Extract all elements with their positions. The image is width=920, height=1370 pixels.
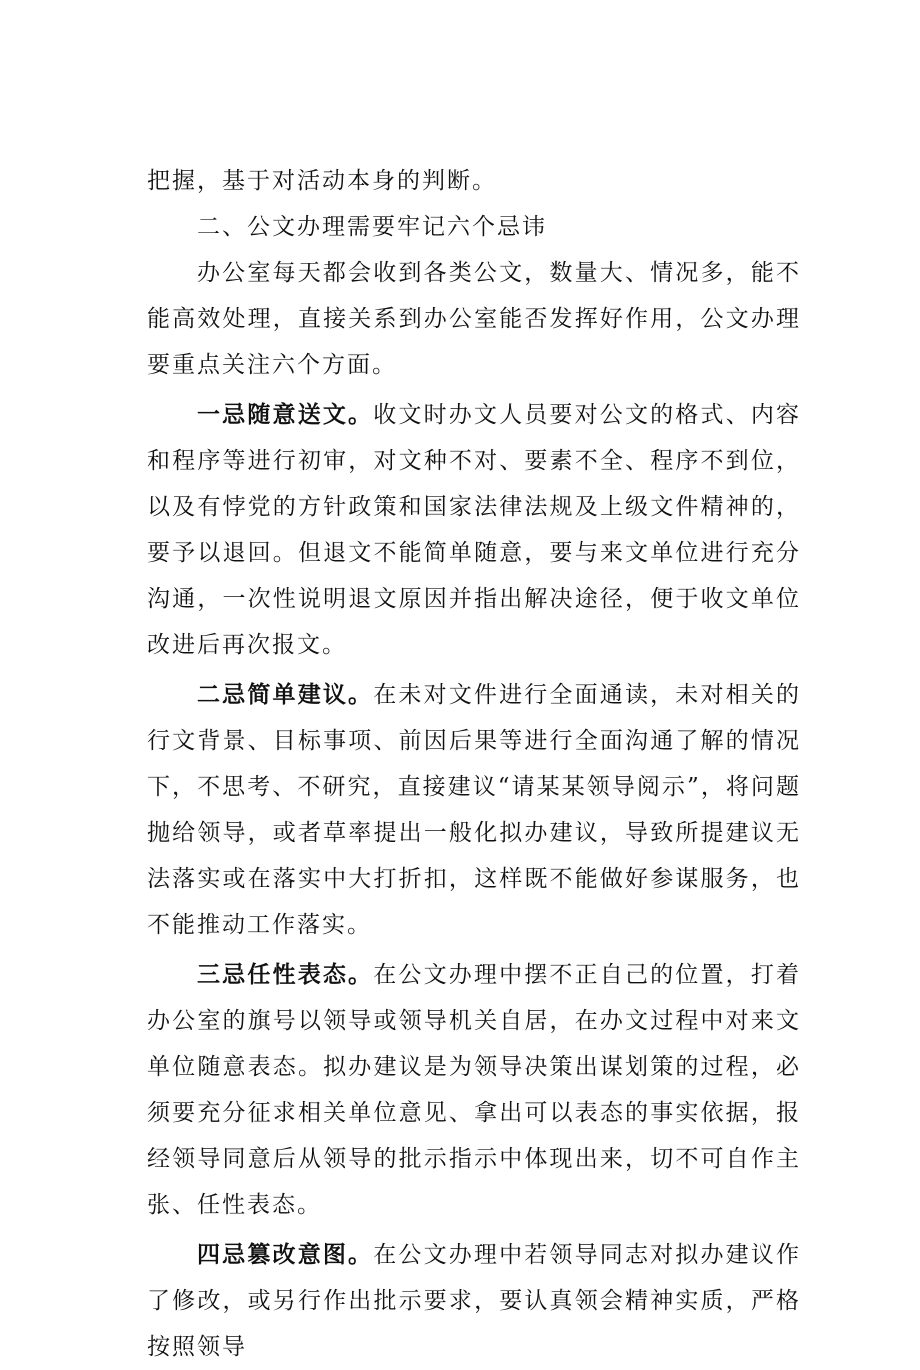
item-paragraph-1 <box>147 392 801 668</box>
item-paragraph-4 <box>147 1232 801 1370</box>
item-body-1: 收文时办文人员要对公文的格式、内容和程序等进行初审，对文种不对、要素不全、程序不到位，以及有悖党的方针政策和国家法律法规及上级文件精神的，要予以退回。但退文不能简单随意，要与来文单位进行充分沟通，一次性说明退文原因并指出解决途径，便于收文单位改进后再次报文。 <box>147 402 802 658</box>
item-body-2: 在未对文件进行全面通读，未对相关的行文背景、目标事项、前因后果等进行全面沟通了解的情况下，不思考、不研究，直接建议“请某某领导阅示”，将问题抛给领导，或者草率提出一般化拟办建议，导致所提建议无法落实或在落实中大打折扣，这样既不能做好参谋服务，也不能推动工作落实。 <box>147 682 802 938</box>
item-lead-3: 三忌任性表态。 <box>197 962 374 988</box>
item-body-4: 在公文办理中若领导同志对拟办建议作了修改，或另行作出批示要求，要认真领会精神实质，严格按照领导 <box>147 1242 802 1360</box>
item-lead-1: 一忌随意送文。 <box>197 402 374 428</box>
item-body-3: 在公文办理中摆不正自己的位置，打着办公室的旗号以领导或领导机关自居，在办文过程中对来文单位随意表态。拟办建议是为领导决策出谋划策的过程，必须要充分征求相关单位意见、拿出可以表态的事实依据，报经领导同意后从领导的批示指示中体现出来，切不可自作主张、任性表态。 <box>147 962 802 1218</box>
continuation-paragraph: 把握，基于对活动本身的判断。 <box>147 168 497 194</box>
intro-paragraph: 办公室每天都会收到各类公文，数量大、情况多，能不能高效处理，直接关系到办公室能否发挥好作用，公文办理要重点关注六个方面。 <box>147 260 801 378</box>
item-paragraph-2 <box>147 672 801 948</box>
item-lead-2: 二忌简单建议。 <box>197 682 374 708</box>
document-body <box>147 158 801 1370</box>
item-lead-4: 四忌篡改意图。 <box>197 1242 374 1268</box>
item-paragraph-3 <box>147 952 801 1228</box>
section-heading: 二、公文办理需要牢记六个忌讳 <box>197 214 547 240</box>
